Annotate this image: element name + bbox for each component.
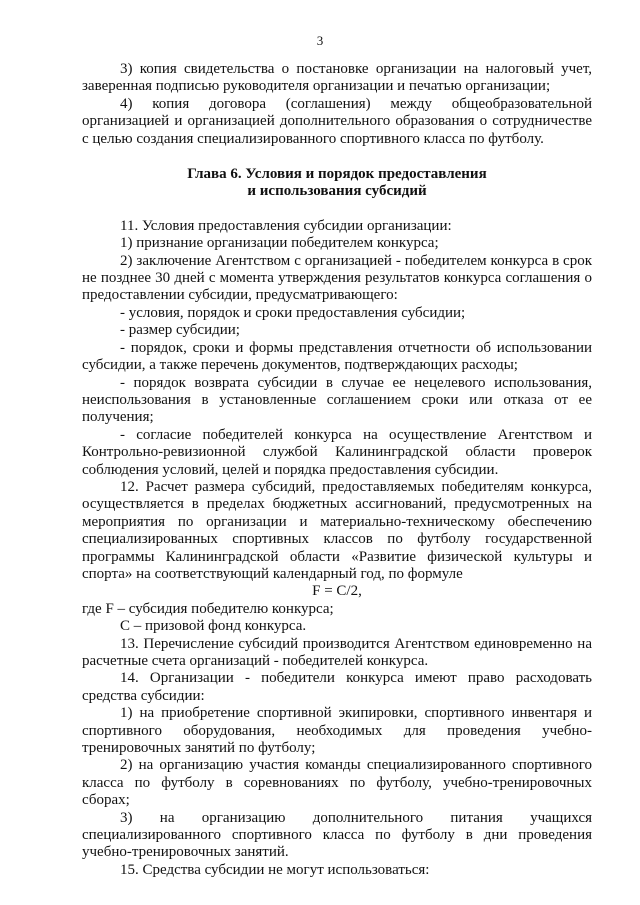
paragraph-14-3: 3) на организацию дополнительного питания учащихся специализированного спортивного класса по футболу в дни проведения учебно-тренировочных занятий. [82,809,592,861]
paragraph-11: 11. Условия предоставления субсидии организации: [120,217,452,234]
bullet-reporting: - порядок, сроки и формы представления отчетности об использовании субсидии, а также перечень документов, подтверждающих расходы; [82,339,592,374]
bullet-consent: - согласие победителей конкурса на осуществление Агентством и Контрольно-ревизионной службой Калининградской области проверок соблюдения условий, целей и порядка предоставления субсидии. [82,426,592,478]
formula-legend-f: где F – субсидия победителю конкурса; [82,600,334,617]
paragraph-14: 14. Организации - победители конкурса имеют право расходовать средства субсидии: [82,670,592,704]
paragraph-11-1: 1) признание организации победителем конкурса; [120,235,439,252]
chapter-heading-line-1: Глава 6. Условия и порядок предоставления [187,166,487,183]
paragraph-15: 15. Средства субсидии не могут использоваться: [120,861,430,878]
paragraph-14-2: 2) на организацию участия команды специализированного спортивного класса по футболу в соревнованиях по футболу, учебно-тренировочных сборах; [82,757,592,809]
paragraph-11-2: 2) заключение Агентством с организацией - победителем конкурса в срок не позднее 30 дней с момента утверждения результатов конкурса соглашения о предоставлении субсидии, предусматривающего: [82,252,592,304]
page-number: 3 [316,33,324,48]
bullet-conditions: - условия, порядок и сроки предоставления субсидии; [120,304,466,321]
chapter-heading-line-2: и использования субсидий [247,183,427,200]
paragraph-12: 12. Расчет размера субсидий, предоставляемых победителям конкурса, осуществляется в пределах бюджетных ассигнований, предусмотренных на мероприятия по организации и материально-техническому обеспечению специализированных спортивных классов по футболу государственной программы Калининградской области «Развитие физической культуры и спорта» на соответствующий календарный год, по формуле [82,478,592,582]
paragraph-14-1: 1) на приобретение спортивной экипировки, спортивного инвентаря и спортивного оборудования, необходимых для проведения учебно-тренировочных занятий по футболу; [82,705,592,757]
paragraph-13: 13. Перечисление субсидий производится Агентством единовременно на расчетные счета организаций - победителей конкурса. [82,635,592,669]
formula-legend-c: С – призовой фонд конкурса. [120,618,307,635]
bullet-amount: - размер субсидии; [120,322,240,339]
paragraph-item-3: 3) копия свидетельства о постановке организации на налоговый учет, заверенная подписью руководителя организации и печатью организации; [82,61,592,95]
paragraph-item-4: 4) копия договора (соглашения) между общеобразовательной организацией и организацией дополнительного образования о сотрудничестве с целью создания специализированного спортивного класса по футболу. [82,95,592,147]
document-body [82,61,592,879]
bullet-refund: - порядок возврата субсидии в случае ее нецелевого использования, неиспользования в установленные соглашением сроки или отказа от ее получения; [82,374,592,426]
formula: F = C/2, [312,583,362,600]
